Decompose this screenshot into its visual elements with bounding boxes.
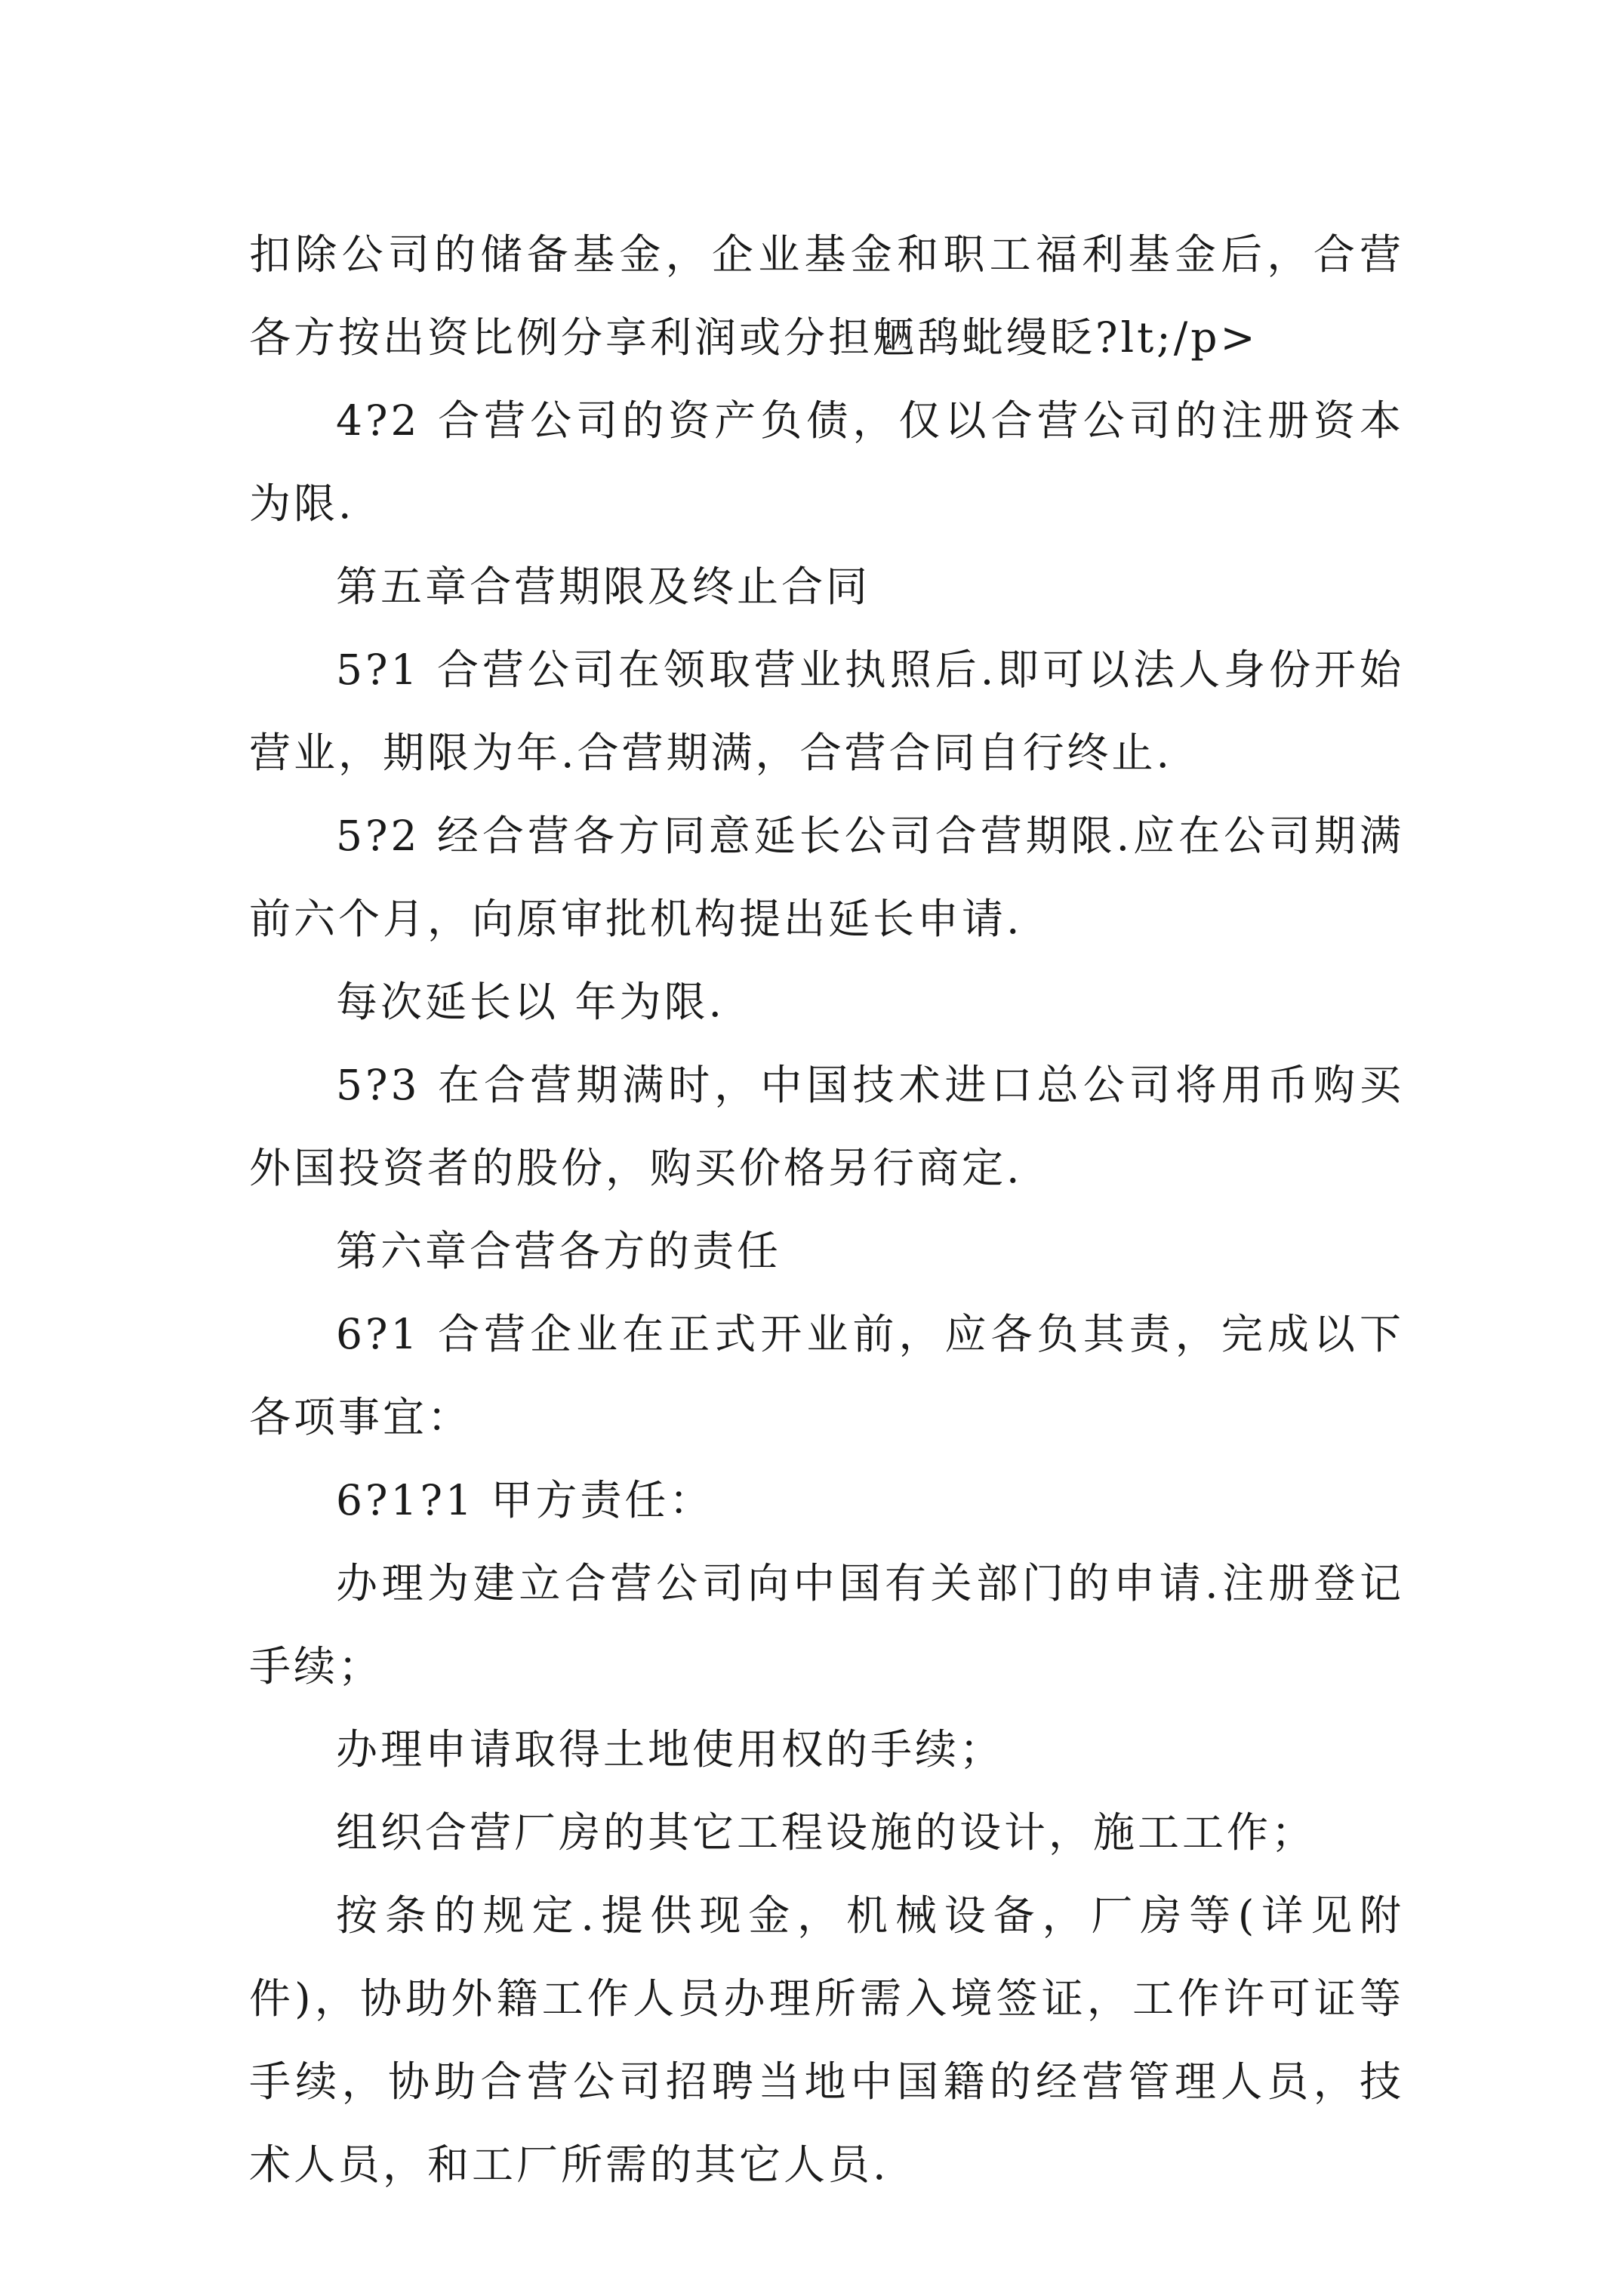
paragraph-5-1: 5?1 合营公司在领取营业执照后.即可以法人身份开始营业，期限为年.合营期满，合营合同自行终止.: [249, 646, 1404, 777]
paragraph-profit-sharing: 扣除公司的储备基金，企业基金和职工福利基金后，合营各方按出资比例分享利润或分担魉鸹蚍缦眨?lt;/p>: [249, 230, 1404, 362]
paragraph-6-1-1: 6?1?1 甲方责任：: [336, 1476, 714, 1524]
paragraph-5-2: 5?2 经合营各方同意延长公司合营期限.应在公司期满前六个月，向原审批机构提出延长申请.: [249, 812, 1404, 943]
chapter-6-heading: 第六章合营各方的责任: [336, 1227, 782, 1275]
document-body: [249, 213, 1404, 2206]
paragraph-5-3: 5?3 在合营期满时，中国技术进口总公司将用币购买外国投资者的股份，购买价格另行商定.: [249, 1061, 1404, 1192]
paragraph-land-use: 办理申请取得土地使用权的手续；: [336, 1725, 1005, 1774]
paragraph-provisions: 按条的规定.提供现金，机械设备，厂房等(详见附件)，协助外籍工作人员办理所需入境签证，工作许可证等手续，协助合营公司招聘当地中国籍的经营管理人员，技术人员，和工厂所需的其它人员.: [249, 1891, 1404, 2189]
paragraph-design-construction: 组织合营厂房的其它工程设施的设计，施工工作；: [336, 1808, 1317, 1857]
chapter-5-heading: 第五章合营期限及终止合同: [336, 562, 871, 611]
paragraph-6-1: 6?1 合营企业在正式开业前，应各负其责，完成以下各项事宜：: [249, 1310, 1404, 1441]
paragraph-extension-limit: 每次延长以 年为限.: [336, 978, 725, 1026]
paragraph-registration: 办理为建立合营公司向中国有关部门的申请.注册登记手续；: [249, 1559, 1404, 1690]
paragraph-4-2: 4?2 合营公司的资产负债，仅以合营公司的注册资本为限.: [249, 396, 1404, 528]
